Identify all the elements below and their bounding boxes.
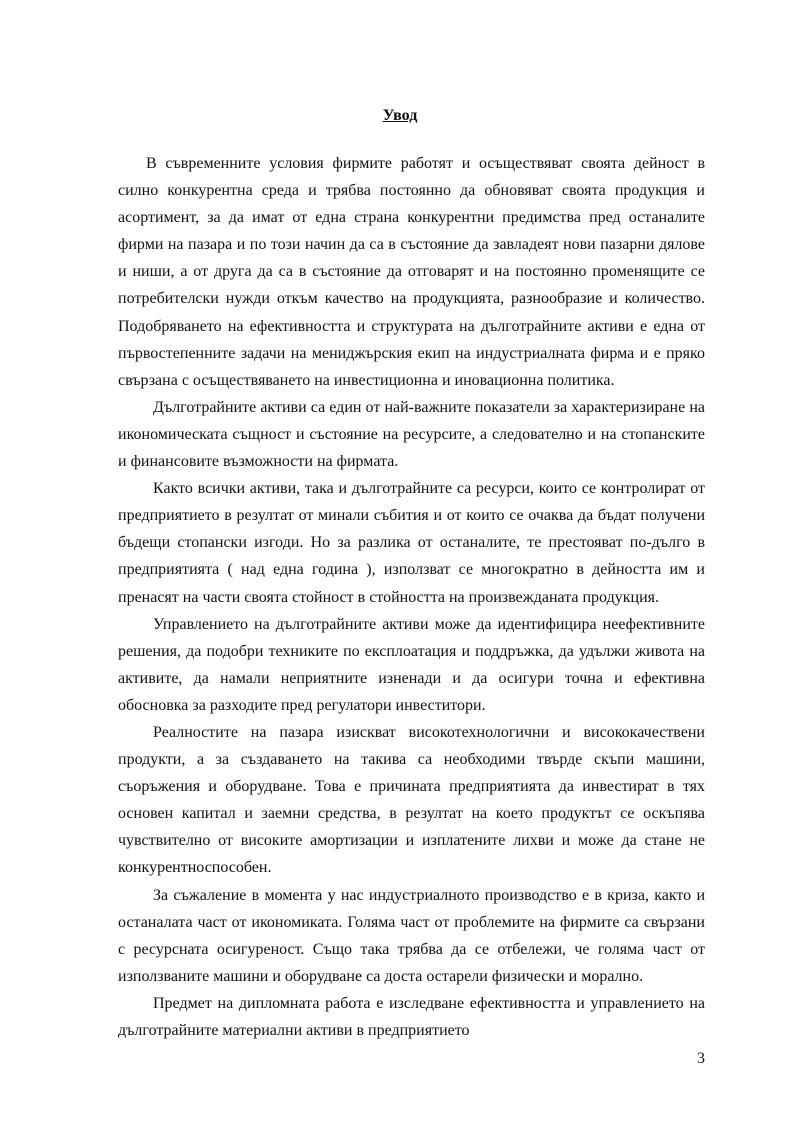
paragraph: В съвременните условия фирмите работят и осъществяват своята дейност в силно конкурентна среда и трябва постоянно да обновяват своята продукция и асортимент, за да имат от една страна конкурентни предимства пред останалите фирми на пазара и по този начин да са в състояние да завладеят нови пазарни дялове и ниши, а от друга да са в състояние да отговарят и на постоянно променящите се потребителски нужди откъм качество на продукцията, разнообразие и количество. Подобряването на ефективността и структурата на дълготрайните активи е една от първостепенните задачи на мениджърския екип на индустриалната фирма и е пряко свързана с осъществяването на инвестиционна и иновационна политика.: [118, 155, 705, 389]
page-title: Увод: [382, 106, 418, 124]
paragraph: За съжаление в момента у нас индустриалното производство е в криза, както и останалата част от икономиката. Голяма част от проблемите на фирмите са свързани с ресурсната осигуреност. Също така трябва да се отбележи, че голяма част от използваните машини и оборудване са доста остарели физически и морално.: [118, 886, 705, 985]
paragraph: Дълготрайните активи са един от най-важните показатели за характеризиране на икономическата същност и състояние на ресурсите, а следователно и на стопанските и финансовите възможности на фирмата.: [118, 398, 705, 471]
paragraph: Реалностите на пазара изискват високотехнологични и висококачествени продукти, а за създаването на такива са необходими твърде скъпи машини, съоръжения и оборудване. Това е причината предприятията да инвестират в тях основен капитал и заемни средства, в резултат на което продуктът се оскъпява чувствително от високите амортизации и изплатените лихви и може да стане не конкурентноспособен.: [118, 723, 705, 877]
paragraph: Както всички активи, така и дълготрайните са ресурси, които се контролират от предприятието в резултат от минали събития и от които се очаква да бъдат получени бъдещи стопански изгоди. Но за разлика от останалите, те престояват по-дълго в предприятията ( над една година ), използват се многократно в дейността им и пренасят на части своята стойност в стойността на произвежданата продукция.: [118, 480, 705, 606]
page-number: 3: [697, 1050, 705, 1067]
document-body: [118, 150, 705, 1044]
paragraph: Управлението на дълготрайните активи може да идентифицира неефективните решения, да подобри техниките по експлоатация и поддръжка, да удължи живота на активите, да намали неприятните изненади и да осигури точна и ефективна обосновка за разходите пред регулатори инвеститори.: [118, 615, 705, 714]
paragraph: Предмет на дипломната работа е изследване ефективността и управлението на дълготрайните материални активи в предприятието: [118, 994, 705, 1039]
